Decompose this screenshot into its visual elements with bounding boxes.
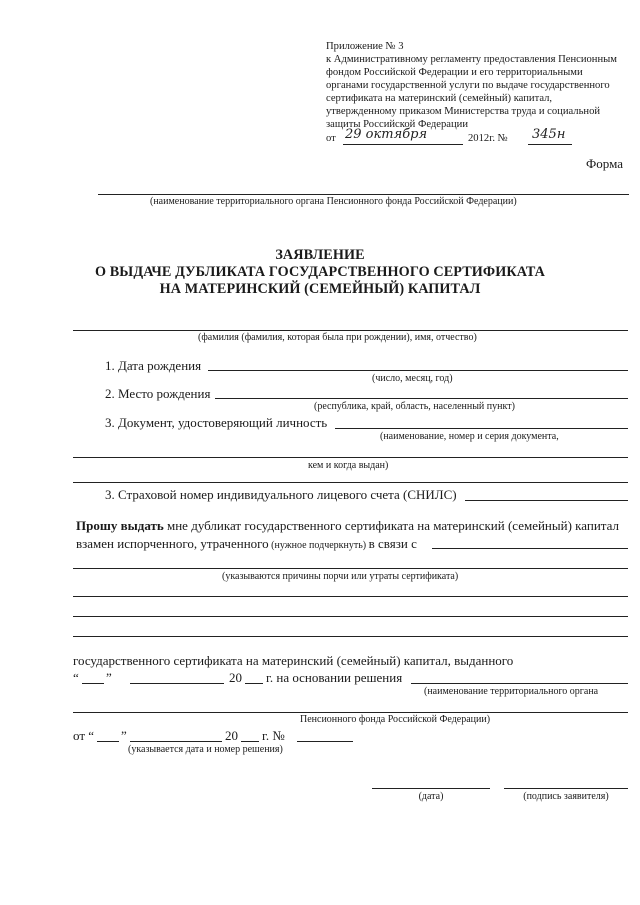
issued-line: государственного сертификата на материнский (семейный) капитал, выданного xyxy=(73,653,514,668)
annex-line: фондом Российской Федерации и его территориальными xyxy=(326,67,583,78)
date-caption: (дата) xyxy=(418,791,444,802)
issued-quote-close: ” xyxy=(106,670,112,685)
annex-number-handwritten: 345н xyxy=(532,127,566,142)
birth-place-field[interactable] xyxy=(215,398,628,399)
title-line-2: О ВЫДАЧЕ ДУБЛИКАТА ГОСУДАРСТВЕННОГО СЕРТИФИКАТА xyxy=(94,264,546,280)
issued-month-field[interactable] xyxy=(130,683,224,684)
issued-org-field-2[interactable] xyxy=(73,712,628,713)
reason-field-3[interactable] xyxy=(73,596,628,597)
request-line-2 xyxy=(76,536,417,552)
decision-from-label: от “ xyxy=(73,728,95,743)
birth-date-field[interactable] xyxy=(208,370,628,371)
reason-field-2[interactable] xyxy=(73,568,628,569)
divider-line xyxy=(73,482,628,483)
issued-quote-open: “ xyxy=(73,670,79,685)
signature-field[interactable] xyxy=(504,788,628,789)
id-document-field[interactable] xyxy=(335,428,628,429)
birth-place-caption: (республика, край, область, населенный пункт) xyxy=(314,401,515,412)
annex-line: защиты Российской Федерации xyxy=(326,119,468,130)
request-replace-text: взамен испорченного, утраченного xyxy=(76,536,269,551)
snils-field[interactable] xyxy=(465,500,628,501)
decision-month-field[interactable] xyxy=(130,741,222,742)
decision-year-field[interactable] xyxy=(241,741,259,742)
issued-year-suffix: г. на основании решения xyxy=(266,670,403,685)
id-document-caption-2: кем и когда выдан) xyxy=(308,460,389,471)
decision-day-field[interactable] xyxy=(97,741,119,742)
reason-field-4[interactable] xyxy=(73,616,628,617)
date-field[interactable] xyxy=(372,788,490,789)
request-bold: Прошу выдать xyxy=(76,518,164,533)
snils-label: 3. Страховой номер индивидуального лицевого счета (СНИЛС) xyxy=(105,487,457,502)
full-name-field[interactable] xyxy=(73,330,628,331)
id-document-label: 3. Документ, удостоверяющий личность xyxy=(105,415,328,430)
request-note: (нужное подчеркнуть) xyxy=(268,540,369,551)
issued-day-field[interactable] xyxy=(82,683,104,684)
issued-year-field[interactable] xyxy=(245,683,263,684)
decision-number-label: г. № xyxy=(262,728,285,743)
annex-line: сертификата на материнский (семейный) капитал, xyxy=(326,93,553,104)
decision-quote-close: ” xyxy=(121,728,127,743)
birth-place-label: 2. Место рождения xyxy=(105,386,211,401)
annex-line: к Административному регламенту предоставления Пенсионным xyxy=(326,54,617,65)
decision-number-field[interactable] xyxy=(297,741,353,742)
annex-date-underline xyxy=(343,144,463,145)
org-name-caption: (наименование территориального органа Пенсионного фонда Российской Федерации) xyxy=(150,196,517,207)
full-name-caption: (фамилия (фамилия, которая была при рождении), имя, отчество) xyxy=(198,332,477,343)
annex-line: утвержденному приказом Министерства труда и социальной xyxy=(326,106,601,117)
id-document-field-2[interactable] xyxy=(73,457,628,458)
birth-date-label: 1. Дата рождения xyxy=(105,358,202,373)
annex-line: органами государственной услуги по выдаче государственного xyxy=(326,80,610,91)
annex-number-underline xyxy=(528,144,572,145)
issued-org-caption: (наименование территориального органа xyxy=(424,686,599,697)
signature-caption: (подпись заявителя) xyxy=(523,791,609,802)
issued-org-field[interactable] xyxy=(411,683,628,684)
id-document-caption: (наименование, номер и серия документа, xyxy=(380,431,559,442)
decision-year-prefix: 20 xyxy=(225,728,238,743)
annex-from-label: от xyxy=(326,133,336,144)
annex-line: Приложение № 3 xyxy=(326,41,404,52)
request-line-1 xyxy=(76,518,619,534)
form-label: Форма xyxy=(586,156,623,171)
request-reason-label: в связи с xyxy=(368,536,417,551)
title-line-3: НА МАТЕРИНСКИЙ (СЕМЕЙНЫЙ) КАПИТАЛ xyxy=(159,281,481,297)
reason-field-5[interactable] xyxy=(73,636,628,637)
decision-caption: (указывается дата и номер решения) xyxy=(128,744,283,755)
org-name-line xyxy=(98,194,629,195)
issued-org-caption-2: Пенсионного фонда Российской Федерации) xyxy=(300,714,491,725)
title-line-1: ЗАЯВЛЕНИЕ xyxy=(275,247,365,263)
birth-date-caption: (число, месяц, год) xyxy=(372,373,453,384)
annex-date-handwritten: 29 октября xyxy=(345,127,428,142)
annex-year-label: 2012г. № xyxy=(468,133,508,144)
issued-year-prefix: 20 xyxy=(229,670,242,685)
reason-field[interactable] xyxy=(432,548,628,549)
request-text: мне дубликат государственного сертификата на материнский (семейный) капитал xyxy=(163,518,619,533)
reason-caption: (указываются причины порчи или утраты сертификата) xyxy=(222,571,459,582)
